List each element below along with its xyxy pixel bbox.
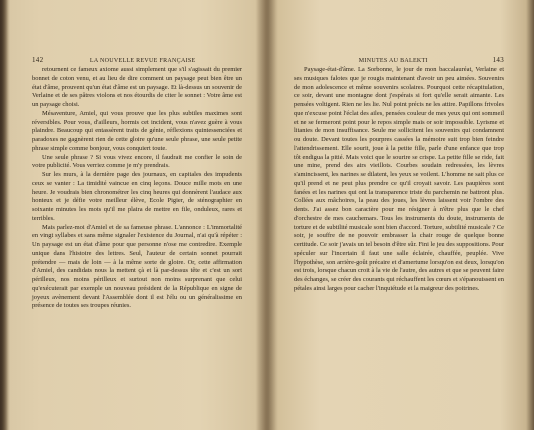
left-paragraph: Mésaventure, Amiel, qui vous prouve que les plus subtiles maximes sont réversibles. Pour vous, d'ailleurs, hormis cet incident, vous n'avez guère à vous plaindre. Beaucoup qui entassèrent traits de génie, réflexions quintessenciées et paradoxes ne gagnèrent rien de cette gloire qu'une seule phrase, une seule petite phrase simple comme bonjour, vous conquiert toute.: [32, 109, 242, 152]
left-paragraph: Sur les murs, à la dernière page des journaux, en capitales des impudents ceux se vanter : La timidité vaincue en cinq leçons. Douce mille mots en une heure. Je voudrais bien chronométrer les cinq heures qui donnèrent l'audace aux honteux et je défie votre meilleur élève, Ecole Pigier, de sténographier en soixante minutes les mots qu'il me plaira de mettre en file, onduleux, rares et terribles.: [32, 171, 242, 222]
left-page: [14, 0, 260, 430]
right-running-header: [294, 56, 504, 64]
right-paragraph: Paysage-état-d'âme. La Sorbonne, le jour de mon baccalauréat, Verlaine et ses musiques falotes que je rougis maintenant d'avoir un peu aimées. Souvenirs de mon adolescence et même souvenirs scolaires. Pourquoi cette récapitulation, ce soir, devant une montagne dont j'espérais si fort qu'elle serait aimante. Les pensées voltigent. Rien ne les lie. Nul point précis ne les attire. Papillons frivoles que n'excuse point l'éclat des ailes, pensées couleur de mes yeux qui ont sommeil et ne se fermeront point pour le repos simple mais or soir impossible. Lyrisme et litanies de mon insuffisance. Seule me sollicitent les souvenirs qui condamnent ou doute. Devant toutes les pourpres cassées la mémoire suit trop bien feindre l'attendrissement. Elle sourit, joue à la petite fille, parle d'une enfance que trop tôt endigua la pitié. Mais voici que le sourire se crispe. La petite fille se ride, fait une mine, prend des airs vieillots. Courbes soudain redressées, les lèvres s'amincissent, les narines se dilatent, les yeux se voilent. L'homme ne sait plus ce qu'il prend et ne peut plus prendre ce qu'il croyait savoir. Les paupières sont fanées et les narines qui ont la transparence triste du parchemin ne battront plus. Collées aux mâchoires, la peau des joues, les lèvres laissent voir l'ombre des dents. J'ai assez bon caractère pour me résigner à n'être plus que le chef d'orchestre de mes cauchemars. Tous les instruments du doute, instruments de torture et de subtilité musicale sont bien d'accord. Torture, subtilité musicale ? Ce soir, je souffre de ne pouvoir embrasser la chair rouge de quelque bonne certitude. Ce soir j'avais un tel besoin d'être sûr. Fini le jeu des suppositions. Pour spéculer sur l'incertain il faut une salle éclairée, chauffée, peuplée. Vive l'hypothèse, son arrière-goût précaire et d'amertume lorsqu'on est deux, lorsqu'on est trois, lorsque chacun croit à la vie de l'autre, des autres et que se peuvent faire des échanges, se créer des courants qui réchauffent les cœurs et s'épanouissent en pétales ainsi larges pour cacher l'inquiétude et la maigreur des poitrines.: [294, 66, 504, 292]
left-paragraph: retournent ce fameux axiome aussi simplement que s'il s'agissait du premier bonnet de coton venu, et au lieu de dire comment un paysage peut bien être un état d'âme, prouvent qu'un état d'âme est un paysage. Et là-dessus un souvenir de Verlaine et de ses pâtres violons et nos étourdis de citer le sonnet : Votre âme est un paysage choisi.: [32, 66, 242, 108]
right-page: [276, 0, 522, 430]
book-left-edge: [0, 0, 8, 430]
left-page-number: 142: [32, 56, 44, 64]
left-running-header: [32, 56, 242, 64]
left-paragraph: Une seule phrase ? Si vous vivez encore, il faudrait me confier le soin de votre publicité. Vous verriez comme je m'y prendrais.: [32, 153, 242, 170]
right-page-body: [294, 66, 504, 294]
left-paragraph: Mais parlez-moi d'Amiel et de sa fameuse phrase. L'annonce : L'immortalité en vingt syllabes et sans même signaler l'existence du Journal, n'ai qu'à répéter : Un paysage est un état d'âme pour que personne n'ose me contredire. Exemple unique dans l'histoire des lettres. Seul, l'auteur de certain sonnet pourrait prétendre — mais de loin — à la même sorte de gloire. Or, cette affirmation d'Amiel, des candidats nous la mettent çà et là par-dessus tête et c'est un sort périlleux, nos moins périlleux et surtout non moins surprenant que celui qu'exécuterait par exemple un nouveau président de la République en signe de joyeux avènement devant l'Assemblée dont il est l'élu ou un généralissime en présence de toutes ses troupes réunies.: [32, 223, 242, 310]
left-page-body: [32, 66, 242, 311]
left-running-head: LA NOUVELLE REVUE FRANÇAISE: [89, 58, 196, 64]
right-page-number: 143: [492, 56, 504, 64]
right-running-head: MINUTES AU BALEKTI: [358, 58, 428, 64]
